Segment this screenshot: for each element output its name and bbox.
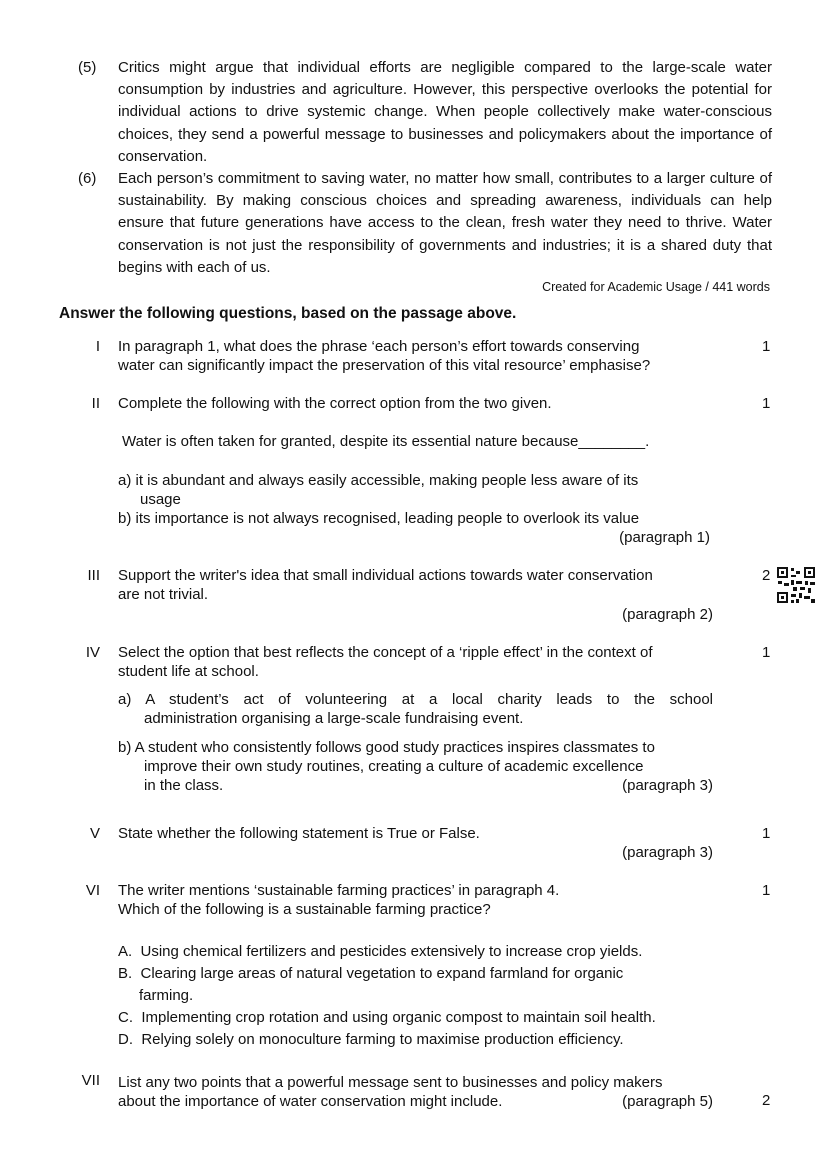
paragraph-reference: (paragraph 3)	[622, 777, 713, 794]
question-line: List any two points that a powerful message sent to businesses and policy makers	[118, 1074, 663, 1091]
question-6-option-b	[118, 964, 713, 1005]
paragraph-number-6: (6)	[78, 170, 97, 187]
question-4-text	[118, 643, 713, 681]
option-line: improve their own study routines, creating a culture of academic excellence	[144, 758, 644, 776]
question-marks: 1	[762, 825, 771, 842]
option-line: b) A student who consistently follows good study practices inspires classmates to	[118, 739, 655, 756]
question-number: VI	[85, 882, 100, 899]
question-marks: 1	[762, 644, 771, 661]
question-number: III	[87, 567, 100, 584]
question-line: are not trivial.	[118, 586, 209, 604]
question-6-option-a: A. Using chemical fertilizers and pesticides extensively to increase crop yields.	[118, 943, 643, 960]
question-number: I	[95, 338, 100, 355]
question-marks: 1	[762, 395, 771, 412]
option-line: a) it is abundant and always easily accessible, making people less aware of its	[118, 472, 639, 489]
paragraph-5-text: Critics might argue that individual efforts are negligible compared to the large-scale water consumption by industries and agriculture. However, this perspective overlooks the potential for individual actions to drive systemic change. When people collectively make water-conscious choices, they send a powerful message to businesses and policymakers about the importance of conservation.	[118, 59, 772, 165]
paragraph-reference: (paragraph 1)	[619, 529, 710, 546]
question-marks: 2	[762, 1092, 771, 1109]
question-5-text: State whether the following statement is True or False.	[118, 825, 480, 842]
question-number: II	[91, 395, 100, 412]
question-line: Select the option that best reflects the concept of a ‘ripple effect’ in the context of	[118, 644, 653, 661]
paragraph-reference: (paragraph 5)	[622, 1093, 713, 1110]
qr-code-icon	[776, 566, 816, 604]
question-line: Which of the following is a sustainable farming practice?	[118, 901, 491, 919]
question-number: VII	[81, 1072, 100, 1089]
question-6-option-c: C. Implementing crop rotation and using organic compost to maintain soil health.	[118, 1009, 656, 1026]
option-line: B. Clearing large areas of natural vegetation to expand farmland for organic	[118, 965, 624, 982]
passage-credit: Created for Academic Usage / 441 words	[542, 280, 770, 294]
question-line: water can significantly impact the preservation of this vital resource’ emphasise?	[118, 357, 651, 375]
question-2-option-b: b) its importance is not always recognised, leading people to overlook its value	[118, 510, 640, 527]
question-4-option-a	[118, 690, 713, 728]
question-line: In paragraph 1, what does the phrase ‘each person’s effort towards conserving	[118, 338, 640, 355]
paragraph-6-text: Each person’s commitment to saving water, no matter how small, contributes to a larger culture of sustainability. By making conscious choices and spreading awareness, individuals can help ensure that future generations have access to the clean, fresh water they need to thrive. Water conservation is not just the responsibility of governments and industries; it is a shared duty that begins with each of us.	[118, 170, 772, 276]
paragraph-reference: (paragraph 2)	[622, 606, 713, 623]
question-line: about the importance of water conservation might include.	[118, 1093, 503, 1111]
questions-heading: Answer the following questions, based on the passage above.	[59, 305, 517, 322]
question-1-text	[118, 337, 713, 375]
question-line: Support the writer's idea that small individual actions towards water conservation	[118, 567, 653, 584]
paragraph-reference: (paragraph 3)	[622, 844, 713, 861]
question-2-text: Complete the following with the correct option from the two given.	[118, 395, 552, 412]
question-2-stem: Water is often taken for granted, despite its essential nature because________.	[122, 433, 650, 450]
question-3-text	[118, 566, 713, 604]
option-line: in the class.	[144, 777, 224, 795]
question-marks: 1	[762, 882, 771, 899]
question-2-option-a	[118, 471, 713, 509]
paragraph-number-5: (5)	[78, 59, 97, 76]
question-marks: 2	[762, 567, 771, 584]
question-number: V	[89, 825, 100, 842]
option-line: a) A student’s act of volunteering at a local charity leads to the school	[118, 691, 713, 708]
option-line: usage	[140, 491, 181, 509]
question-number: IV	[85, 644, 100, 661]
option-line: administration organising a large-scale fundraising event.	[144, 710, 524, 728]
question-marks: 1	[762, 338, 771, 355]
question-6-option-d: D. Relying solely on monoculture farming to maximise production efficiency.	[118, 1031, 624, 1048]
option-line: farming.	[139, 987, 194, 1005]
question-line: The writer mentions ‘sustainable farming practices’ in paragraph 4.	[118, 882, 560, 899]
question-line: student life at school.	[118, 663, 259, 681]
question-6-text	[118, 881, 713, 919]
